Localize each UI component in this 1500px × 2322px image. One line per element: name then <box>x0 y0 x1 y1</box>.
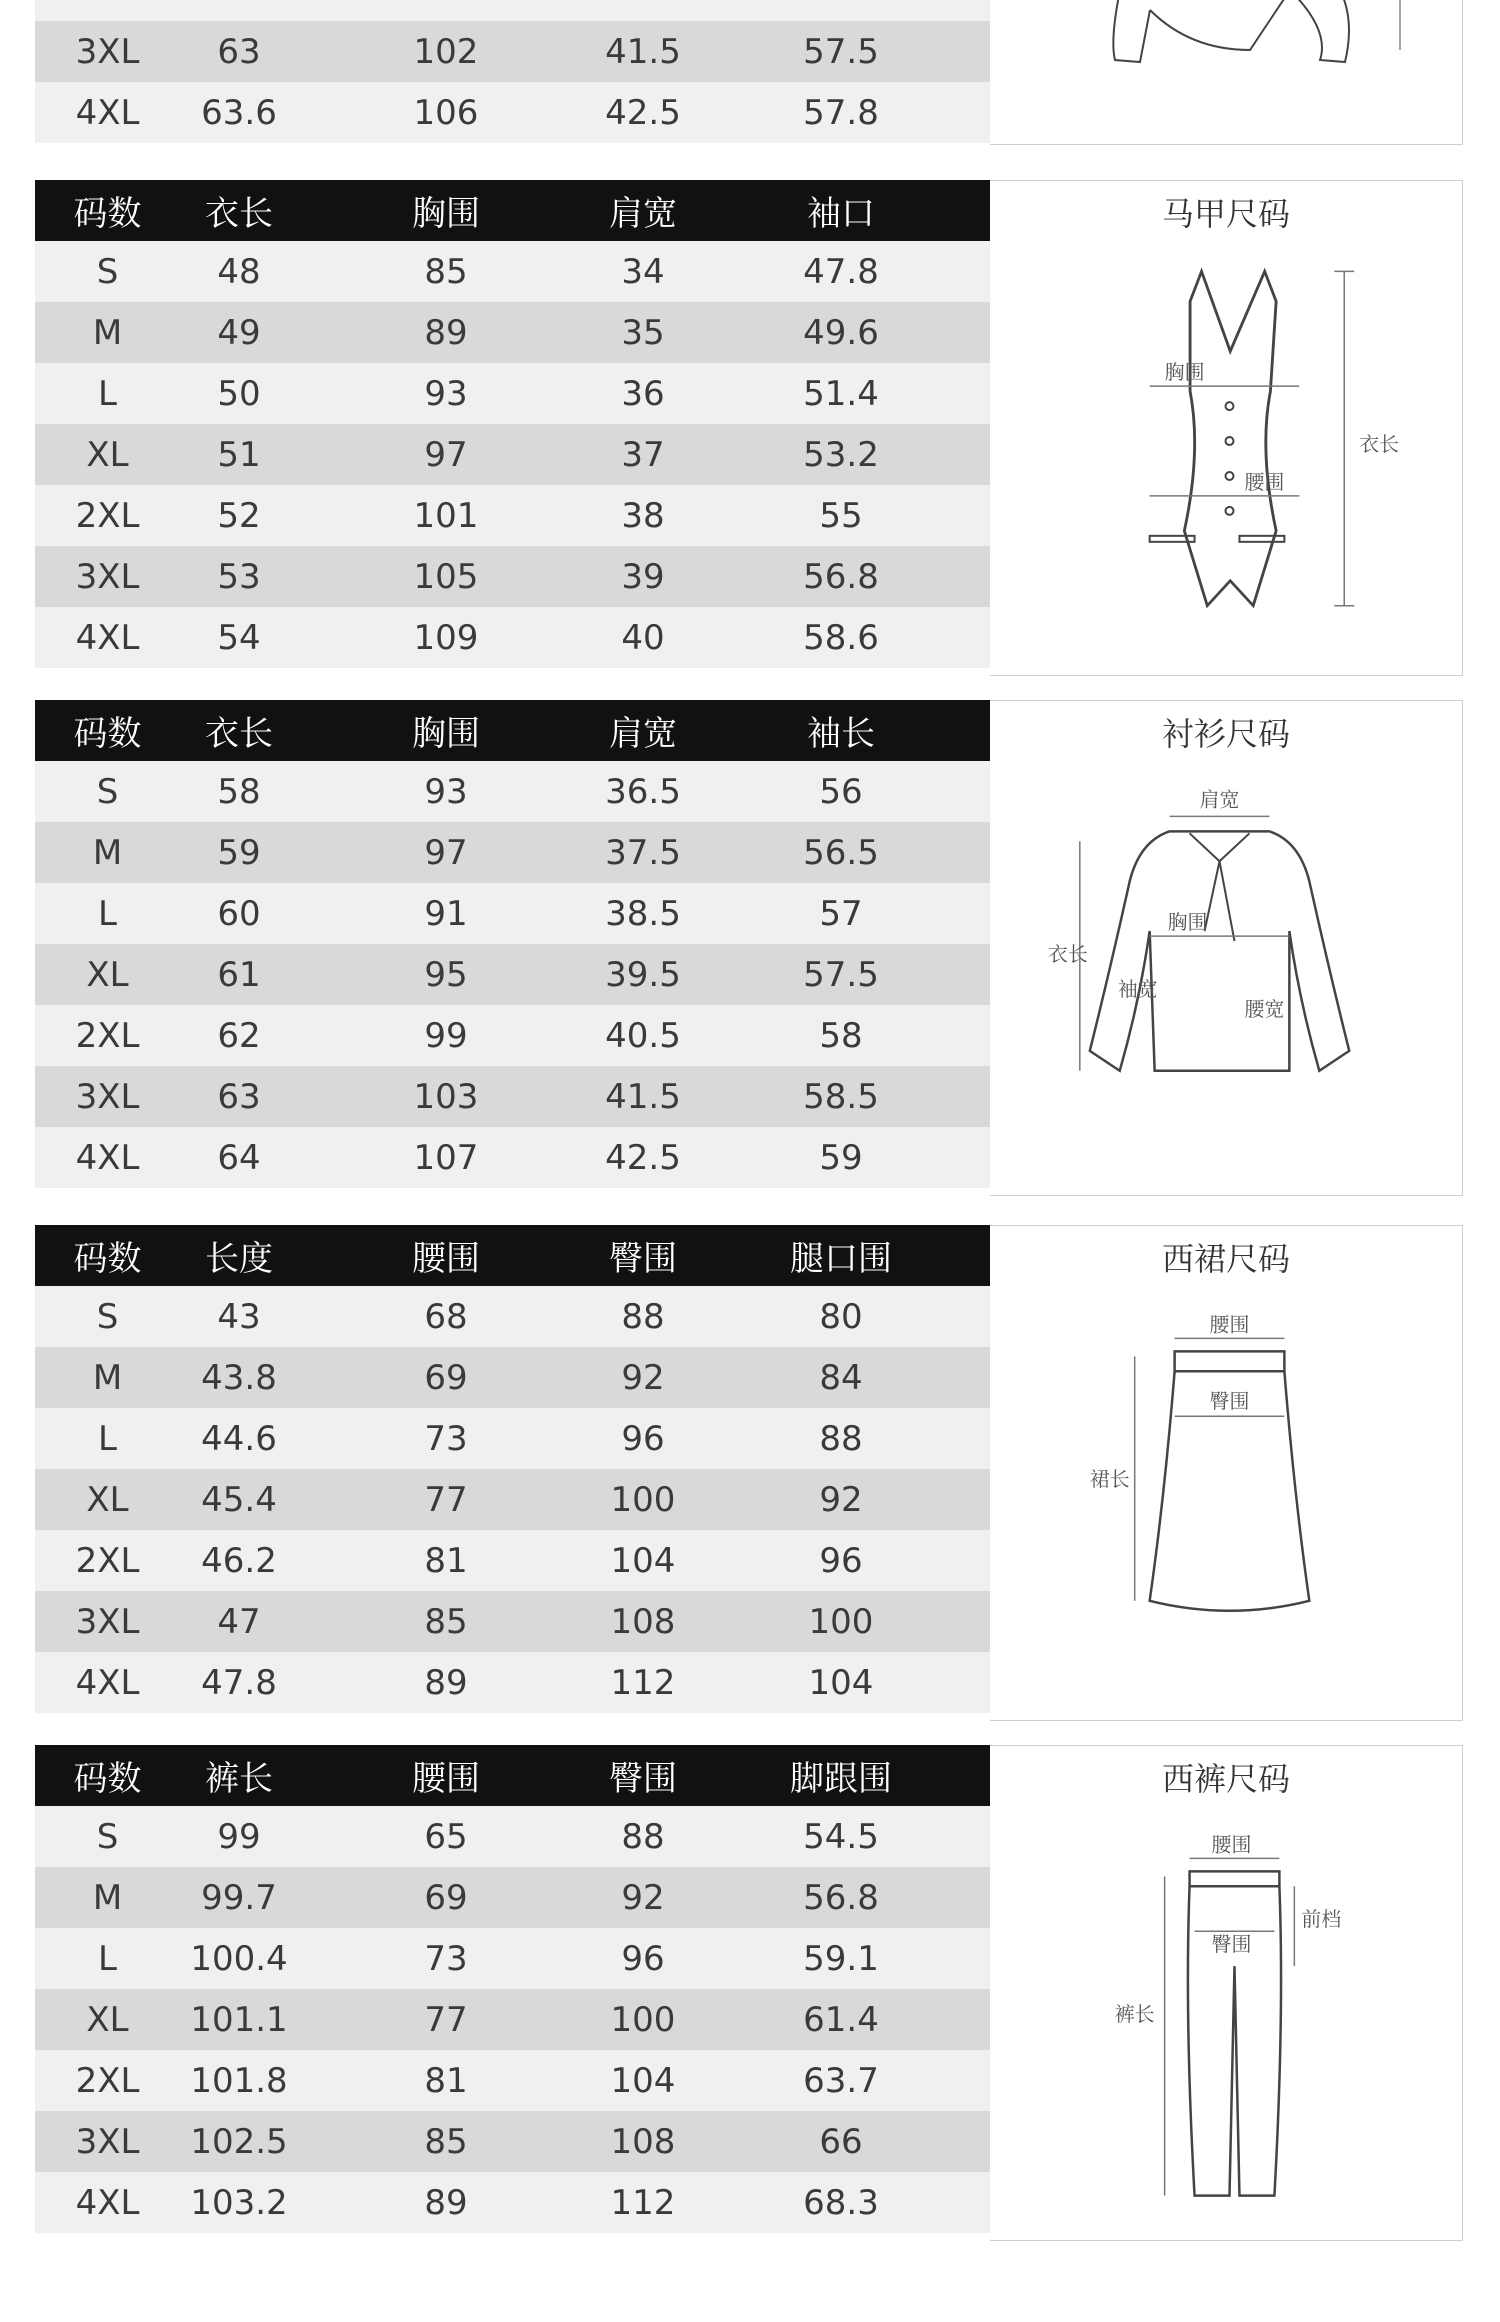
panel-title: 西裤尺码 <box>1161 1760 1290 1798</box>
panel-title: 衬衫尺码 <box>1161 715 1290 753</box>
table-cell: 63.7 <box>803 2060 879 2101</box>
table-cell: 103 <box>413 1076 479 1117</box>
table-cell: 47.8 <box>201 1662 277 1703</box>
table-cell: 56.8 <box>803 556 879 597</box>
table-cell: 81 <box>424 1540 468 1581</box>
table-cell: 102 <box>413 31 479 72</box>
size-cell: S <box>96 1296 119 1337</box>
header-col: 臀围 <box>609 1759 677 1799</box>
table-cell: 93 <box>424 373 468 414</box>
table-cell: 57.8 <box>803 92 879 133</box>
table-body <box>35 1286 990 1713</box>
table-cell: 77 <box>424 1479 468 1520</box>
length-label: 裤长 <box>1114 2002 1155 2027</box>
header-col: 肩宽 <box>609 194 677 234</box>
skirt-size-table <box>35 1225 990 1713</box>
vest-diagram-panel <box>990 180 1463 676</box>
table-cell: 35 <box>621 312 665 353</box>
table-cell: 85 <box>424 251 468 292</box>
table-cell: 40.5 <box>605 1015 681 1056</box>
skirt-size-block <box>35 1225 1465 1721</box>
table-cell: 55 <box>819 495 863 536</box>
size-cell: 2XL <box>75 495 140 536</box>
header-size: 码数 <box>73 1759 142 1799</box>
size-cell: XL <box>86 1479 129 1520</box>
length-label: 裙长 <box>1089 1467 1130 1492</box>
shirt-size-table <box>35 700 990 1188</box>
skirt-diagram <box>990 1296 1462 1716</box>
size-cell: 3XL <box>75 556 140 597</box>
header-size: 码数 <box>73 1239 142 1279</box>
table-cell: 92 <box>819 1479 863 1520</box>
table-cell: 92 <box>621 1357 665 1398</box>
table-row <box>35 761 990 822</box>
table-row <box>35 21 990 82</box>
table-cell: 108 <box>610 1601 676 1642</box>
size-cell: M <box>92 312 123 353</box>
header-col: 衣长 <box>205 714 273 754</box>
size-cell: 2XL <box>75 2060 140 2101</box>
table-cell: 91 <box>424 893 468 934</box>
size-cell: 4XL <box>75 1662 140 1703</box>
table-body <box>35 761 990 1188</box>
table-cell: 44.6 <box>201 1418 277 1459</box>
table-cell: 97 <box>424 832 468 873</box>
trousers-diagram <box>990 1816 1462 2236</box>
size-cell: M <box>92 832 123 873</box>
table-cell: 84 <box>819 1357 863 1398</box>
table-row <box>35 1286 990 1347</box>
table-row <box>35 1928 990 1989</box>
table-cell: 63 <box>217 1076 261 1117</box>
table-cell: 59 <box>217 832 261 873</box>
table-cell: 39 <box>621 556 665 597</box>
table-row <box>35 1127 990 1188</box>
table-cell: 43 <box>217 1296 261 1337</box>
table-cell: 95 <box>424 954 468 995</box>
header-col: 裤长 <box>205 1759 273 1799</box>
vest-diagram <box>990 251 1462 671</box>
table-cell: 112 <box>610 1662 676 1703</box>
vest-size-table <box>35 180 990 668</box>
hip-label: 臀围 <box>1211 1932 1252 1957</box>
waist-label: 腰宽 <box>1244 996 1285 1021</box>
table-cell: 102.5 <box>190 2121 288 2162</box>
table-cell: 100 <box>610 1479 676 1520</box>
table-cell: 59.1 <box>803 1938 879 1979</box>
size-cell: 2XL <box>75 1540 140 1581</box>
table-cell: 56.8 <box>803 1877 879 1918</box>
size-cell: L <box>98 1418 117 1459</box>
table-row <box>35 1591 990 1652</box>
size-cell: XL <box>86 1999 129 2040</box>
shirt-diagram <box>990 771 1462 1191</box>
table-cell: 36 <box>621 373 665 414</box>
table-cell: 38.5 <box>605 893 681 934</box>
table-cell: 57.5 <box>803 31 879 72</box>
table-cell: 50 <box>217 373 261 414</box>
header-size: 码数 <box>73 194 142 234</box>
table-cell: 101.8 <box>190 2060 288 2101</box>
table-cell: 100 <box>808 1601 874 1642</box>
table-body <box>35 1806 990 2233</box>
table-cell: 38 <box>621 495 665 536</box>
shoulder-label: 肩宽 <box>1199 787 1240 812</box>
vest-size-block <box>35 180 1465 676</box>
trousers-diagram-panel <box>990 1745 1463 2241</box>
table-cell: 80 <box>819 1296 863 1337</box>
table-row <box>35 302 990 363</box>
table-row <box>35 1066 990 1127</box>
header-col: 腰围 <box>412 1239 480 1279</box>
table-cell: 39.5 <box>605 954 681 995</box>
table-cell: 106 <box>413 92 479 133</box>
table-cell: 42.5 <box>605 92 681 133</box>
table-row <box>35 1005 990 1066</box>
size-cell: 3XL <box>75 1601 140 1642</box>
chest-label: 胸围 <box>1167 910 1208 935</box>
header-col: 袖长 <box>807 714 875 754</box>
table-body <box>35 241 990 668</box>
table-cell: 112 <box>610 2182 676 2223</box>
table-cell: 85 <box>424 1601 468 1642</box>
table-cell: 99 <box>217 1816 261 1857</box>
table-cell: 100.4 <box>190 1938 288 1979</box>
header-col: 长度 <box>205 1239 273 1279</box>
table-cell: 65 <box>424 1816 468 1857</box>
table-cell: 59 <box>819 1137 863 1178</box>
length-label: 衣长 <box>1359 432 1400 457</box>
table-cell: 89 <box>424 1662 468 1703</box>
table-cell: 57.5 <box>803 954 879 995</box>
table-cell: 61.4 <box>803 1999 879 2040</box>
table-cell: 34 <box>621 251 665 292</box>
table-cell: 104 <box>610 1540 676 1581</box>
table-cell: 41.5 <box>605 31 681 72</box>
table-row <box>35 1347 990 1408</box>
table-cell: 88 <box>819 1418 863 1459</box>
table-row <box>35 424 990 485</box>
header-col: 腿口围 <box>790 1239 892 1279</box>
table-cell: 85 <box>424 2121 468 2162</box>
table-cell: 109 <box>413 617 479 658</box>
cuff-label: 袖宽 <box>1117 976 1158 1001</box>
size-cell: M <box>92 1877 123 1918</box>
header-col: 脚跟围 <box>790 1759 892 1799</box>
table-cell: 61 <box>217 954 261 995</box>
table-cell: 73 <box>424 1938 468 1979</box>
table-cell: 58 <box>217 771 261 812</box>
size-cell: 4XL <box>75 1137 140 1178</box>
table-cell: 42.5 <box>605 1137 681 1178</box>
header-size: 码数 <box>73 714 142 754</box>
table-cell: 77 <box>424 1999 468 2040</box>
table-cell: 51.4 <box>803 373 879 414</box>
table-cell: 99.7 <box>201 1877 277 1918</box>
table-cell: 103.2 <box>190 2182 288 2223</box>
table-cell: 47 <box>217 1601 261 1642</box>
table-cell: 92 <box>621 1877 665 1918</box>
table-cell: 40 <box>621 617 665 658</box>
size-cell: 3XL <box>75 31 140 72</box>
size-cell: 3XL <box>75 1076 140 1117</box>
table-row <box>35 485 990 546</box>
table-row <box>35 607 990 668</box>
table-row <box>35 1408 990 1469</box>
table-cell: 63 <box>217 31 261 72</box>
table-cell: 88 <box>621 1296 665 1337</box>
table-cell: 56.5 <box>803 832 879 873</box>
size-cell: 2XL <box>75 1015 140 1056</box>
table-cell: 36.5 <box>605 771 681 812</box>
table-cell: 68 <box>424 1296 468 1337</box>
table-cell: 52 <box>217 495 261 536</box>
chest-label: 胸围 <box>1164 360 1205 385</box>
table-row <box>35 363 990 424</box>
table-cell: 69 <box>424 1877 468 1918</box>
table-cell: 54.5 <box>803 1816 879 1857</box>
table-cell: 73 <box>424 1418 468 1459</box>
table-cell: 89 <box>424 2182 468 2223</box>
trousers-size-block <box>35 1745 1465 2241</box>
header-col: 胸围 <box>412 714 480 754</box>
size-cell: M <box>92 1357 123 1398</box>
size-cell: XL <box>86 954 129 995</box>
table-cell: 54 <box>217 617 261 658</box>
table-cell: 46.2 <box>201 1540 277 1581</box>
table-cell: 96 <box>621 1938 665 1979</box>
rise-label: 前档 <box>1301 1907 1342 1932</box>
table-row <box>35 1867 990 1928</box>
table-cell: 48 <box>217 251 261 292</box>
table-row <box>35 1652 990 1713</box>
table-header <box>35 1225 990 1286</box>
size-cell: L <box>98 893 117 934</box>
table-cell: 53 <box>217 556 261 597</box>
table-cell: 89 <box>424 312 468 353</box>
table-cell: 49 <box>217 312 261 353</box>
table-row <box>35 1989 990 2050</box>
table-cell: 88 <box>621 1816 665 1857</box>
table-cell: 96 <box>621 1418 665 1459</box>
table-cell: 58.5 <box>803 1076 879 1117</box>
table-row <box>35 822 990 883</box>
size-cell: 4XL <box>75 2182 140 2223</box>
table-cell: 101.1 <box>190 1999 288 2040</box>
header-col: 腰围 <box>412 1759 480 1799</box>
table-cell: 57 <box>819 893 863 934</box>
waist-label: 腰围 <box>1209 1312 1250 1337</box>
table-header <box>35 180 990 241</box>
table-cell: 63.6 <box>201 92 277 133</box>
table-cell: 99 <box>424 1015 468 1056</box>
table-row <box>35 1806 990 1867</box>
skirt-diagram-panel <box>990 1225 1463 1721</box>
size-cell: 3XL <box>75 2121 140 2162</box>
table-cell: 47.8 <box>803 251 879 292</box>
table-cell: 66 <box>819 2121 863 2162</box>
table-cell: 58.6 <box>803 617 879 658</box>
jacket-diagram <box>990 0 1463 145</box>
shirt-size-block <box>35 700 1465 1196</box>
table-row <box>35 2050 990 2111</box>
table-cell: 93 <box>424 771 468 812</box>
table-row <box>35 944 990 1005</box>
size-cell: S <box>96 771 119 812</box>
size-cell: L <box>98 1938 117 1979</box>
table-cell: 41.5 <box>605 1076 681 1117</box>
table-row <box>35 883 990 944</box>
table-cell: 97 <box>424 434 468 475</box>
size-cell: S <box>96 1816 119 1857</box>
size-cell: XL <box>86 434 129 475</box>
table-cell: 62 <box>217 1015 261 1056</box>
header-col: 肩宽 <box>609 714 677 754</box>
table-row <box>35 546 990 607</box>
table-cell: 68.3 <box>803 2182 879 2223</box>
trousers-size-table <box>35 1745 990 2233</box>
table-cell: 105 <box>413 556 479 597</box>
table-cell: 100 <box>610 1999 676 2040</box>
table-cell: 58 <box>819 1015 863 1056</box>
waist-label: 腰围 <box>1244 469 1285 494</box>
table-cell: 96 <box>819 1540 863 1581</box>
table-cell: 64 <box>217 1137 261 1178</box>
table-row <box>35 1530 990 1591</box>
table-row <box>35 0 990 21</box>
table-cell: 81 <box>424 2060 468 2101</box>
jacket-diagram-panel <box>990 0 1463 145</box>
table-cell: 69 <box>424 1357 468 1398</box>
table-cell: 53.2 <box>803 434 879 475</box>
table-cell: 49.6 <box>803 312 879 353</box>
size-cell: L <box>98 373 117 414</box>
table-cell: 108 <box>610 2121 676 2162</box>
table-cell: 60 <box>217 893 261 934</box>
waist-label: 腰围 <box>1211 1832 1252 1857</box>
panel-title: 西裙尺码 <box>1161 1240 1290 1278</box>
table-row <box>35 2111 990 2172</box>
header-col: 衣长 <box>205 194 273 234</box>
panel-title: 马甲尺码 <box>1161 195 1290 233</box>
table-cell: 101 <box>413 495 479 536</box>
shirt-diagram-panel <box>990 700 1463 1196</box>
table-cell: 37.5 <box>605 832 681 873</box>
size-cell: 4XL <box>75 92 140 133</box>
table-header <box>35 700 990 761</box>
table-cell: 107 <box>413 1137 479 1178</box>
header-col: 胸围 <box>412 194 480 234</box>
table-cell: 51 <box>217 434 261 475</box>
header-col: 臀围 <box>609 1239 677 1279</box>
table-row <box>35 82 990 143</box>
hip-label: 臀围 <box>1209 1389 1250 1414</box>
table-cell: 56 <box>819 771 863 812</box>
table-cell: 45.4 <box>201 1479 277 1520</box>
length-label: 衣长 <box>1047 942 1088 967</box>
size-cell: 4XL <box>75 617 140 658</box>
table-cell: 37 <box>621 434 665 475</box>
table-row <box>35 241 990 302</box>
header-col: 袖口 <box>807 194 875 234</box>
table-header <box>35 1745 990 1806</box>
table-cell: 104 <box>610 2060 676 2101</box>
table-row <box>35 2172 990 2233</box>
size-cell: S <box>96 251 119 292</box>
table-row <box>35 1469 990 1530</box>
table-cell: 43.8 <box>201 1357 277 1398</box>
table-cell: 104 <box>808 1662 874 1703</box>
